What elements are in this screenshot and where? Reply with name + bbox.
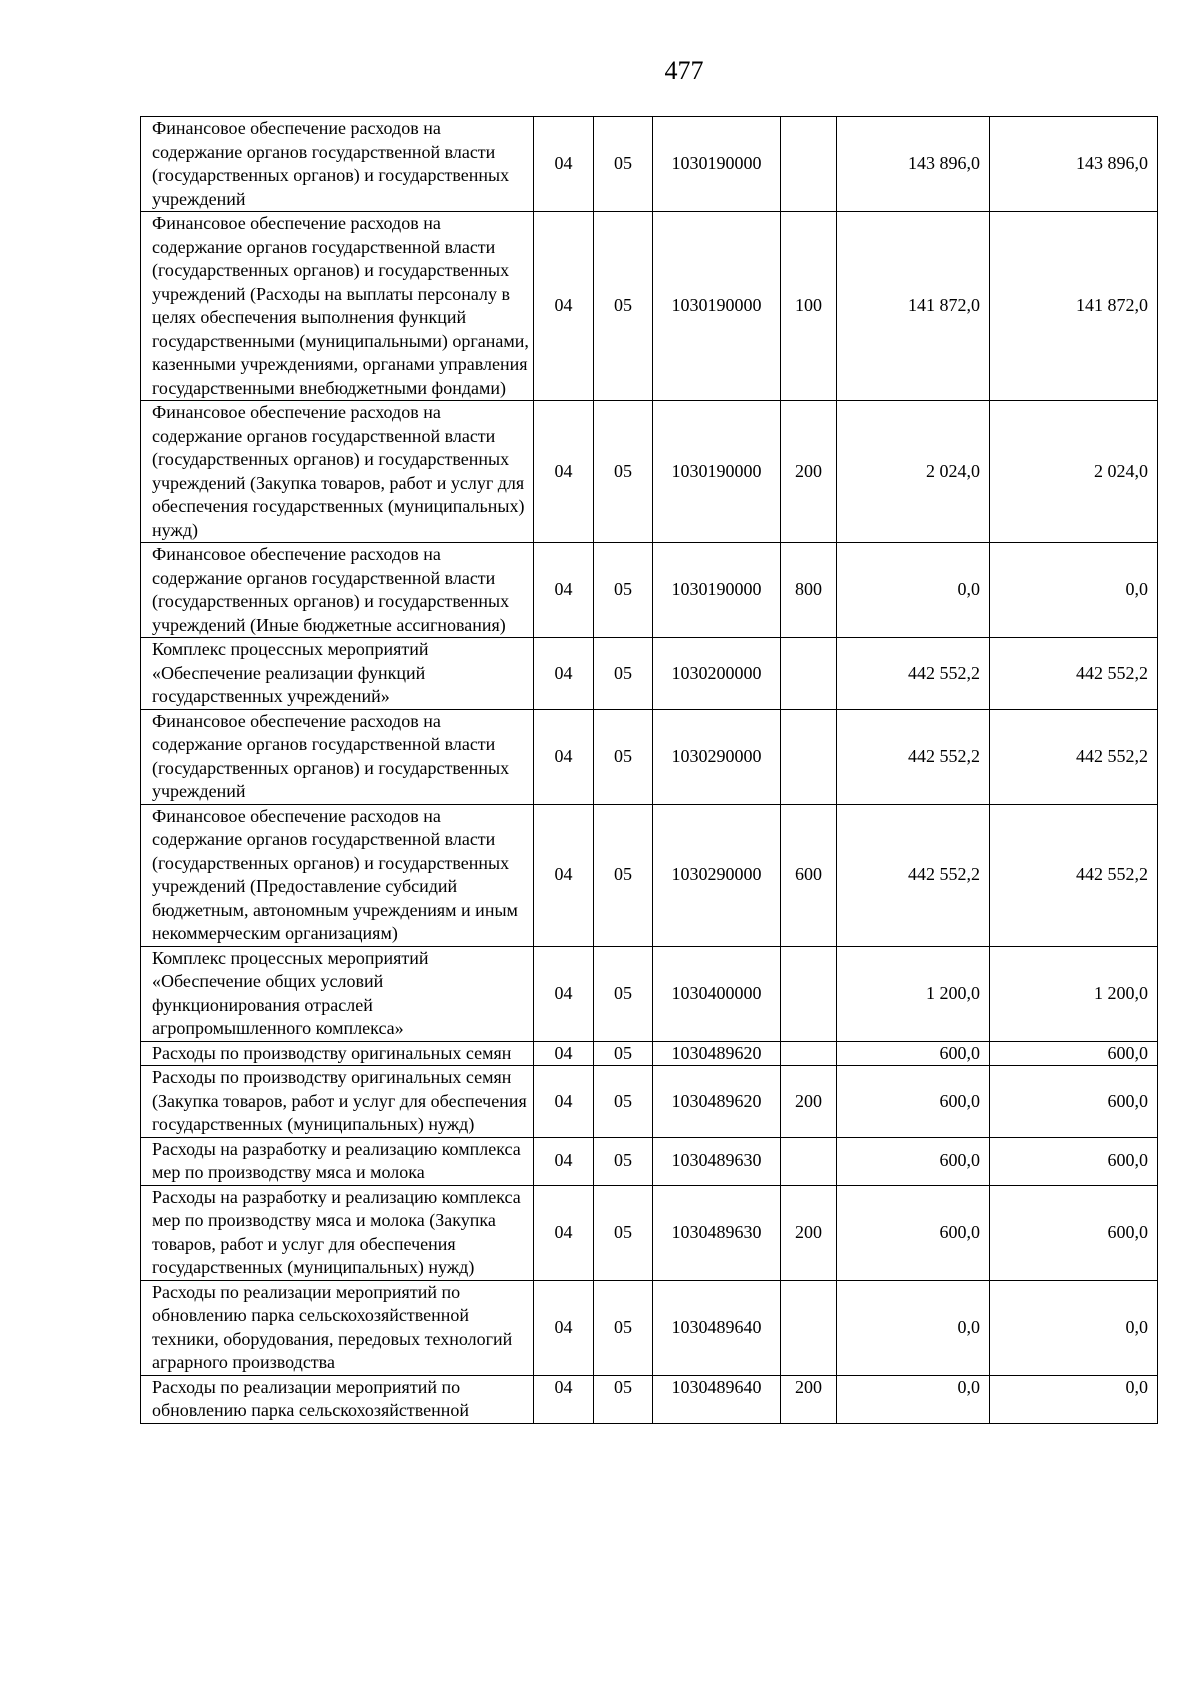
table-row	[141, 709, 1158, 804]
table-row	[141, 638, 1158, 710]
row-amount-2: 600,0	[990, 1137, 1158, 1185]
row-amount-1: 442 552,2	[837, 638, 990, 710]
row-amount-2: 442 552,2	[990, 804, 1158, 946]
row-amount-1: 600,0	[837, 1137, 990, 1185]
row-subsection-code: 05	[594, 212, 653, 401]
row-section-code: 04	[534, 1066, 594, 1138]
row-expense-type-code	[781, 1137, 837, 1185]
table-row	[141, 1066, 1158, 1138]
table-row	[141, 1041, 1158, 1066]
row-expense-type-code: 200	[781, 401, 837, 543]
row-description: Финансовое обеспечение расходов на содержание органов государственной власти (государственных органов) и государственных учреждений	[141, 709, 534, 804]
row-target-item-code: 1030190000	[653, 212, 781, 401]
row-section-code: 04	[534, 212, 594, 401]
table-row	[141, 1185, 1158, 1280]
row-subsection-code: 05	[594, 117, 653, 212]
row-amount-2: 0,0	[990, 1375, 1158, 1423]
table-row	[141, 543, 1158, 638]
row-subsection-code: 05	[594, 1375, 653, 1423]
row-target-item-code: 1030200000	[653, 638, 781, 710]
row-section-code: 04	[534, 401, 594, 543]
row-target-item-code: 1030400000	[653, 946, 781, 1041]
row-amount-2: 600,0	[990, 1185, 1158, 1280]
row-amount-2: 0,0	[990, 543, 1158, 638]
row-section-code: 04	[534, 117, 594, 212]
row-description: Финансовое обеспечение расходов на содержание органов государственной власти (государственных органов) и государственных учреждений (Предоставление субсидий бюджетным, автономным учреждениям и иным некоммерческим организациям)	[141, 804, 534, 946]
row-amount-1: 442 552,2	[837, 804, 990, 946]
row-description: Финансовое обеспечение расходов на содержание органов государственной власти (государственных органов) и государственных учреждений (Закупка товаров, работ и услуг для обеспечения государственных (муниципальных) нужд)	[141, 401, 534, 543]
row-description: Комплекс процессных мероприятий «Обеспечение общих условий функционирования отраслей агропромышленного комплекса»	[141, 946, 534, 1041]
row-expense-type-code	[781, 1041, 837, 1066]
row-expense-type-code: 200	[781, 1185, 837, 1280]
row-subsection-code: 05	[594, 709, 653, 804]
row-expense-type-code	[781, 946, 837, 1041]
row-description: Расходы на разработку и реализацию комплекса мер по производству мяса и молока	[141, 1137, 534, 1185]
row-amount-1: 0,0	[837, 543, 990, 638]
row-amount-1: 0,0	[837, 1375, 990, 1423]
row-expense-type-code	[781, 1280, 837, 1375]
row-subsection-code: 05	[594, 1041, 653, 1066]
row-subsection-code: 05	[594, 946, 653, 1041]
row-target-item-code: 1030290000	[653, 804, 781, 946]
row-section-code: 04	[534, 543, 594, 638]
row-expense-type-code: 800	[781, 543, 837, 638]
table-row	[141, 804, 1158, 946]
row-subsection-code: 05	[594, 1137, 653, 1185]
row-amount-1: 600,0	[837, 1066, 990, 1138]
table-row	[141, 117, 1158, 212]
row-description: Комплекс процессных мероприятий «Обеспечение реализации функций государственных учреждений»	[141, 638, 534, 710]
row-target-item-code: 1030190000	[653, 543, 781, 638]
row-section-code: 04	[534, 1280, 594, 1375]
row-subsection-code: 05	[594, 804, 653, 946]
row-amount-1: 600,0	[837, 1041, 990, 1066]
row-description: Расходы по производству оригинальных семян	[141, 1041, 534, 1066]
table-row	[141, 212, 1158, 401]
row-description: Финансовое обеспечение расходов на содержание органов государственной власти (государственных органов) и государственных учреждений	[141, 117, 534, 212]
row-target-item-code: 1030489620	[653, 1041, 781, 1066]
row-target-item-code: 1030489630	[653, 1185, 781, 1280]
row-description: Расходы по производству оригинальных семян (Закупка товаров, работ и услуг для обеспечения государственных (муниципальных) нужд)	[141, 1066, 534, 1138]
row-description: Финансовое обеспечение расходов на содержание органов государственной власти (государственных органов) и государственных учреждений (Иные бюджетные ассигнования)	[141, 543, 534, 638]
table-row	[141, 1280, 1158, 1375]
row-subsection-code: 05	[594, 543, 653, 638]
row-amount-2: 0,0	[990, 1280, 1158, 1375]
row-description: Финансовое обеспечение расходов на содержание органов государственной власти (государственных органов) и государственных учреждений (Расходы на выплаты персоналу в целях обеспечения выполнения функций государственными (муниципальными) органами, казенными учреждениями, органами управления государственными внебюджетными фондами)	[141, 212, 534, 401]
row-target-item-code: 1030489620	[653, 1066, 781, 1138]
row-amount-2: 442 552,2	[990, 638, 1158, 710]
row-amount-2: 600,0	[990, 1066, 1158, 1138]
row-amount-2: 442 552,2	[990, 709, 1158, 804]
table-row	[141, 401, 1158, 543]
row-amount-1: 0,0	[837, 1280, 990, 1375]
row-target-item-code: 1030489630	[653, 1137, 781, 1185]
row-amount-1: 143 896,0	[837, 117, 990, 212]
row-amount-1: 1 200,0	[837, 946, 990, 1041]
row-amount-2: 2 024,0	[990, 401, 1158, 543]
row-amount-2: 1 200,0	[990, 946, 1158, 1041]
row-section-code: 04	[534, 804, 594, 946]
row-expense-type-code: 200	[781, 1066, 837, 1138]
row-amount-2: 600,0	[990, 1041, 1158, 1066]
row-target-item-code: 1030489640	[653, 1375, 781, 1423]
row-section-code: 04	[534, 1185, 594, 1280]
row-amount-1: 141 872,0	[837, 212, 990, 401]
row-amount-2: 141 872,0	[990, 212, 1158, 401]
row-subsection-code: 05	[594, 401, 653, 543]
row-expense-type-code	[781, 709, 837, 804]
row-amount-1: 2 024,0	[837, 401, 990, 543]
row-expense-type-code: 600	[781, 804, 837, 946]
row-expense-type-code	[781, 638, 837, 710]
row-target-item-code: 1030290000	[653, 709, 781, 804]
table-row	[141, 1375, 1158, 1423]
row-amount-1: 600,0	[837, 1185, 990, 1280]
row-section-code: 04	[534, 946, 594, 1041]
row-amount-1: 442 552,2	[837, 709, 990, 804]
budget-table	[140, 116, 1158, 1424]
budget-table-body	[141, 117, 1158, 1424]
table-row	[141, 946, 1158, 1041]
row-expense-type-code: 200	[781, 1375, 837, 1423]
row-expense-type-code	[781, 117, 837, 212]
row-subsection-code: 05	[594, 638, 653, 710]
row-subsection-code: 05	[594, 1280, 653, 1375]
row-description: Расходы по реализации мероприятий по обновлению парка сельскохозяйственной	[141, 1375, 534, 1423]
row-section-code: 04	[534, 1375, 594, 1423]
row-section-code: 04	[534, 709, 594, 804]
row-section-code: 04	[534, 638, 594, 710]
row-amount-2: 143 896,0	[990, 117, 1158, 212]
row-description: Расходы на разработку и реализацию комплекса мер по производству мяса и молока (Закупка товаров, работ и услуг для обеспечения государственных (муниципальных) нужд)	[141, 1185, 534, 1280]
page-number: 477	[664, 56, 704, 85]
row-description: Расходы по реализации мероприятий по обновлению парка сельскохозяйственной техники, оборудования, передовых технологий аграрного производства	[141, 1280, 534, 1375]
row-target-item-code: 1030190000	[653, 401, 781, 543]
row-target-item-code: 1030489640	[653, 1280, 781, 1375]
row-section-code: 04	[534, 1041, 594, 1066]
row-subsection-code: 05	[594, 1185, 653, 1280]
row-section-code: 04	[534, 1137, 594, 1185]
table-row	[141, 1137, 1158, 1185]
row-expense-type-code: 100	[781, 212, 837, 401]
row-subsection-code: 05	[594, 1066, 653, 1138]
row-target-item-code: 1030190000	[653, 117, 781, 212]
